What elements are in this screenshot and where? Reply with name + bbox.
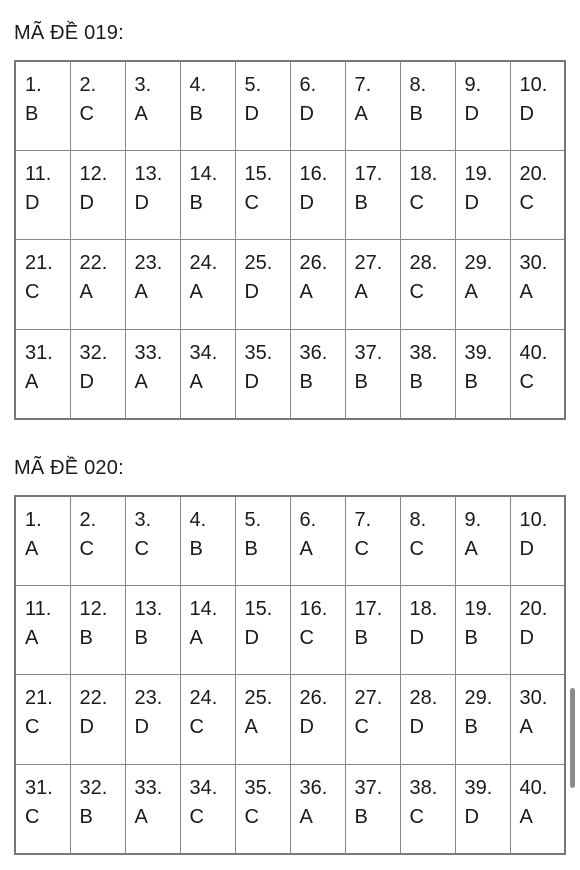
question-number: 38. (409, 776, 438, 799)
answer-letter: D (244, 281, 259, 304)
question-number: 9. (464, 74, 482, 96)
answer-cell (235, 764, 290, 854)
answer-letter: C (244, 805, 259, 828)
answer-cell (15, 61, 70, 151)
table-row (15, 240, 565, 329)
answer-letter: C (79, 103, 94, 125)
answer-letter: D (134, 192, 149, 215)
answer-letter: A (134, 805, 148, 828)
answer-letter: A (354, 281, 368, 304)
section-title-020: MÃ ĐỀ 020: (14, 457, 124, 479)
answer-cell (15, 586, 70, 675)
answer-cell (70, 151, 125, 240)
answer-letter: B (354, 370, 368, 393)
question-number: 10. (519, 74, 548, 96)
answer-cell (235, 586, 290, 675)
answer-cell (125, 586, 180, 675)
answer-cell (290, 764, 345, 854)
question-number: 30. (519, 252, 548, 275)
answer-cell (510, 61, 565, 151)
answer-cell (345, 496, 400, 586)
answer-letter: C (519, 192, 534, 215)
answer-letter: A (79, 281, 93, 304)
answer-letter: D (134, 716, 149, 739)
answer-letter: D (79, 192, 94, 215)
answer-letter: C (409, 538, 424, 560)
question-number: 12. (79, 163, 108, 186)
answer-letter: B (244, 538, 258, 560)
answer-letter: B (354, 805, 368, 828)
question-number: 39. (464, 776, 493, 799)
question-number: 15. (244, 598, 273, 621)
question-number: 28. (409, 252, 438, 275)
answer-letter: A (134, 281, 148, 304)
question-number: 6. (299, 509, 317, 531)
answer-cell (510, 151, 565, 240)
answer-letter: C (25, 281, 40, 304)
answer-cell (455, 496, 510, 586)
question-number: 16. (299, 598, 328, 621)
answer-cell (400, 496, 455, 586)
answer-cell (455, 151, 510, 240)
answer-letter: B (464, 627, 478, 650)
question-number: 40. (519, 341, 548, 364)
question-number: 24. (189, 687, 218, 710)
question-number: 4. (189, 74, 207, 96)
answer-letter: C (354, 538, 369, 560)
answer-letter: D (519, 538, 534, 560)
answer-cell (455, 586, 510, 675)
answer-letter: C (354, 716, 369, 739)
answer-cell (345, 764, 400, 854)
answer-cell (400, 764, 455, 854)
answer-letter: B (409, 370, 423, 393)
question-number: 26. (299, 252, 328, 275)
answer-letter: D (244, 627, 259, 650)
answer-letter: A (464, 538, 478, 560)
answer-letter: D (464, 103, 479, 125)
answer-letter: D (519, 103, 534, 125)
answer-letter: B (409, 103, 423, 125)
answer-cell (180, 329, 235, 419)
answer-cell (15, 151, 70, 240)
table-row (15, 586, 565, 675)
answer-letter: D (79, 370, 94, 393)
answer-letter: A (189, 281, 203, 304)
answer-letter: A (25, 538, 39, 560)
answer-letter: B (464, 716, 478, 739)
question-number: 8. (409, 509, 427, 531)
answer-cell (400, 151, 455, 240)
answer-cell (180, 496, 235, 586)
answer-cell (180, 61, 235, 151)
answer-cell (290, 151, 345, 240)
answer-letter: B (134, 627, 148, 650)
answer-letter: A (25, 370, 39, 393)
answer-cell (455, 61, 510, 151)
answer-cell (180, 240, 235, 329)
question-number: 35. (244, 341, 273, 364)
answer-letter: C (299, 627, 314, 650)
question-number: 32. (79, 776, 108, 799)
answer-cell (400, 61, 455, 151)
question-number: 34. (189, 776, 218, 799)
answer-cell (125, 240, 180, 329)
question-number: 18. (409, 598, 438, 621)
question-number: 35. (244, 776, 273, 799)
answer-letter: A (354, 103, 368, 125)
answer-letter: C (409, 192, 424, 215)
answer-letter: A (134, 370, 148, 393)
question-number: 5. (244, 509, 262, 531)
answer-cell (510, 240, 565, 329)
answer-cell (70, 675, 125, 764)
question-number: 20. (519, 598, 548, 621)
answer-key-table-019 (14, 60, 566, 420)
answer-letter: C (189, 716, 204, 739)
answer-cell (235, 496, 290, 586)
answer-cell (125, 151, 180, 240)
answer-letter: A (464, 281, 478, 304)
table-row (15, 61, 565, 151)
question-number: 10. (519, 509, 548, 531)
question-number: 9. (464, 509, 482, 531)
answer-cell (290, 240, 345, 329)
answer-letter: C (25, 805, 40, 828)
answer-letter: A (189, 370, 203, 393)
answer-cell (235, 329, 290, 419)
question-number: 25. (244, 687, 273, 710)
question-number: 21. (25, 687, 53, 710)
answer-cell (510, 586, 565, 675)
question-number: 29. (464, 252, 493, 275)
answer-letter: D (299, 192, 314, 215)
answer-cell (235, 61, 290, 151)
question-number: 26. (299, 687, 328, 710)
answer-cell (15, 675, 70, 764)
question-number: 4. (189, 509, 207, 531)
question-number: 22. (79, 252, 108, 275)
answer-letter: D (244, 103, 259, 125)
answer-letter: A (244, 716, 258, 739)
answer-letter: C (79, 538, 94, 560)
answer-letter: D (409, 627, 424, 650)
question-number: 11. (25, 598, 52, 621)
answer-letter: C (189, 805, 204, 828)
answer-cell (345, 61, 400, 151)
answer-cell (15, 764, 70, 854)
question-number: 17. (354, 598, 383, 621)
answer-cell (290, 496, 345, 586)
answer-cell (400, 586, 455, 675)
answer-cell (290, 675, 345, 764)
answer-letter: B (79, 627, 93, 650)
answer-cell (235, 151, 290, 240)
answer-letter: B (354, 192, 368, 215)
answer-letter: C (134, 538, 149, 560)
answer-cell (180, 764, 235, 854)
answer-letter: A (299, 281, 313, 304)
answer-cell (290, 329, 345, 419)
answer-cell (180, 586, 235, 675)
answer-cell (70, 496, 125, 586)
question-number: 12. (79, 598, 108, 621)
question-number: 17. (354, 163, 383, 186)
question-number: 39. (464, 341, 493, 364)
question-number: 7. (354, 509, 372, 531)
answer-cell (180, 151, 235, 240)
question-number: 32. (79, 341, 108, 364)
answer-letter: A (134, 103, 148, 125)
question-number: 37. (354, 341, 383, 364)
question-number: 33. (134, 341, 163, 364)
answer-letter: D (519, 627, 534, 650)
answer-cell (455, 240, 510, 329)
answer-letter: D (464, 805, 479, 828)
answer-key-table-020 (14, 495, 566, 855)
answer-cell (400, 240, 455, 329)
answer-cell (510, 675, 565, 764)
question-number: 22. (79, 687, 108, 710)
table-row (15, 675, 565, 764)
answer-cell (70, 61, 125, 151)
answer-letter: A (519, 716, 533, 739)
question-number: 13. (134, 163, 163, 186)
answer-cell (345, 151, 400, 240)
question-number: 23. (134, 687, 163, 710)
question-number: 7. (354, 74, 372, 96)
answer-letter: B (79, 805, 93, 828)
question-number: 24. (189, 252, 218, 275)
answer-cell (510, 496, 565, 586)
question-number: 27. (354, 687, 383, 710)
answer-letter: A (189, 627, 203, 650)
answer-cell (180, 675, 235, 764)
answer-cell (125, 61, 180, 151)
answer-letter: B (354, 627, 368, 650)
question-number: 38. (409, 341, 438, 364)
answer-letter: B (189, 103, 203, 125)
question-number: 8. (409, 74, 427, 96)
question-number: 16. (299, 163, 328, 186)
answer-letter: D (409, 716, 424, 739)
answer-letter: B (299, 370, 313, 393)
question-number: 25. (244, 252, 273, 275)
question-number: 37. (354, 776, 383, 799)
question-number: 31. (25, 776, 53, 799)
answer-letter: C (25, 716, 40, 739)
question-number: 20. (519, 163, 548, 186)
table-row (15, 496, 565, 586)
answer-cell (455, 675, 510, 764)
answer-letter: A (519, 805, 533, 828)
question-number: 11. (25, 163, 52, 186)
answer-letter: B (189, 538, 203, 560)
question-number: 2. (79, 74, 97, 96)
question-number: 2. (79, 509, 97, 531)
answer-cell (70, 586, 125, 675)
answer-cell (455, 764, 510, 854)
question-number: 1. (25, 74, 42, 96)
question-number: 18. (409, 163, 438, 186)
answer-cell (510, 764, 565, 854)
answer-cell (125, 329, 180, 419)
question-number: 34. (189, 341, 218, 364)
answer-cell (15, 496, 70, 586)
answer-cell (70, 240, 125, 329)
table-row (15, 151, 565, 240)
answer-letter: C (409, 281, 424, 304)
answer-cell (290, 586, 345, 675)
answer-cell (345, 675, 400, 764)
section-title-019: MÃ ĐỀ 019: (14, 22, 124, 44)
question-number: 6. (299, 74, 317, 96)
question-number: 14. (189, 163, 218, 186)
question-number: 15. (244, 163, 273, 186)
answer-letter: D (299, 103, 314, 125)
answer-letter: A (519, 281, 533, 304)
table-row (15, 764, 565, 854)
question-number: 29. (464, 687, 493, 710)
answer-cell (15, 329, 70, 419)
answer-letter: A (299, 805, 313, 828)
answer-letter: D (79, 716, 94, 739)
question-number: 3. (134, 509, 152, 531)
question-number: 1. (25, 509, 42, 531)
question-number: 28. (409, 687, 438, 710)
question-number: 31. (25, 341, 53, 364)
answer-letter: B (464, 370, 478, 393)
question-number: 36. (299, 341, 328, 364)
table-row (15, 329, 565, 419)
answer-letter: D (464, 192, 479, 215)
answer-letter: D (244, 370, 259, 393)
question-number: 14. (189, 598, 218, 621)
answer-cell (290, 61, 345, 151)
question-number: 5. (244, 74, 262, 96)
answer-cell (70, 764, 125, 854)
answer-cell (125, 764, 180, 854)
answer-letter: C (244, 192, 259, 215)
answer-cell (345, 329, 400, 419)
answer-cell (345, 240, 400, 329)
answer-cell (510, 329, 565, 419)
answer-cell (235, 675, 290, 764)
question-number: 3. (134, 74, 152, 96)
question-number: 33. (134, 776, 163, 799)
question-number: 21. (25, 252, 53, 275)
question-number: 27. (354, 252, 383, 275)
question-number: 13. (134, 598, 163, 621)
scrollbar-thumb[interactable] (570, 688, 575, 788)
answer-cell (15, 240, 70, 329)
answer-cell (455, 329, 510, 419)
question-number: 40. (519, 776, 548, 799)
answer-cell (70, 329, 125, 419)
answer-cell (400, 675, 455, 764)
answer-cell (125, 675, 180, 764)
question-number: 30. (519, 687, 548, 710)
answer-cell (400, 329, 455, 419)
answer-letter: D (25, 192, 40, 215)
answer-letter: B (25, 103, 39, 125)
answer-letter: B (189, 192, 203, 215)
question-number: 36. (299, 776, 328, 799)
answer-letter: D (299, 716, 314, 739)
answer-letter: C (519, 370, 534, 393)
answer-letter: A (25, 627, 39, 650)
answer-letter: A (299, 538, 313, 560)
question-number: 19. (464, 598, 493, 621)
answer-cell (125, 496, 180, 586)
answer-letter: C (409, 805, 424, 828)
answer-cell (235, 240, 290, 329)
answer-cell (345, 586, 400, 675)
question-number: 23. (134, 252, 163, 275)
question-number: 19. (464, 163, 493, 186)
